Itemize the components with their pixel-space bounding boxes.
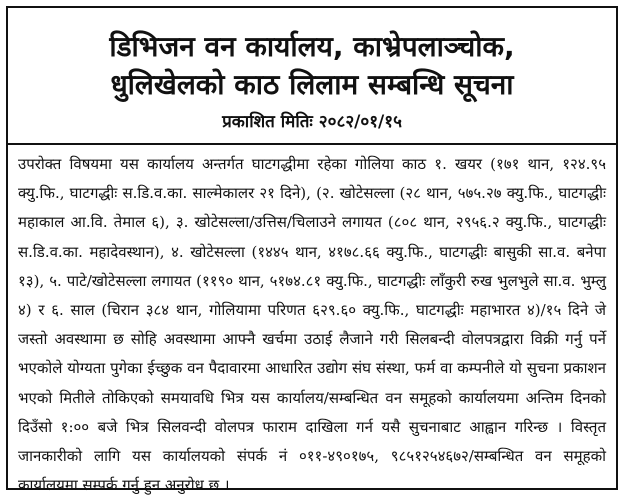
notice-body: उपरोक्त विषयमा यस कार्यालय अन्तर्गत घाटगद्धीमा रहेका गोलिया काठ १. खयर (१७१ थान, १२४.९५ क्यु.फि., घाटगद्धीः स.डि.व.का. साल्मेकालर २१ दिने), (२. खोटेसल्ला (२८ थान, ५७५.२७ क्यु.फि., घाटगद्धीः महाकाल आ.वि. तेमाल ६), ३. खोटेसल्ला/उत्तिस/चिलाउने लगायत (८०८ थान, २९५६.२ क्यु.फि., घाटगद्धीः स.डि.व.का. महादेवस्थान), ४. खोटेसल्ला (१४४५ थान, ४१७८.६६ क्यु.फि., घाटगद्धीः बासुकी सा.व. बनेपा १३), ५. पाटे/खोटेसल्ला लगायत (११९० थान, ५१७४.८१ क्यु.फि., घाटगद्धीः लाँकुरी रुख भुलभुले सा.व. भुम्लु ४) र ६. साल (चिरान ३८४ थान, गोलियामा परिणत ६२९.६० क्यु.फि., घाटगद्धीः महाभारत ४)/१५ दिने जे जस्तो अवस्थामा छ सोहि अवस्थामा आफ्नै खर्चमा उठाई लैजाने गरी सिलबन्दी वोलपत्रद्वारा विक्री गर्नु पर्ने भएकोले योग्यता पुगेका ईच्छुक वन पैदावारमा आधारित उद्योग संघ संस्था, फर्म वा कम्पनीले यो सुचना प्रकाशन भएको मितीले तोकिएको समयावधि भित्र यस कार्यालय/सम्बन्धित वन समूहको कार्यालयमा अन्तिम दिनको दिउँसो १:०० बजे भित्र सिलवन्दी वोलपत्र फाराम दाखिला गर्न यसै सुचनाबाट आह्वान गरिन्छ । विस्तृत जानकारीको लागि यस कार्यालयको संपर्क नं ०११-४९०१७५, ९८५१२५४६७२/सम्बन्धित वन समूहको कार्यालयमा सम्पर्क गर्नु हुन अनुरोध छ । bbox=[18, 155, 606, 495]
notice-frame bbox=[6, 6, 618, 495]
notice-header bbox=[8, 8, 616, 145]
published-label: प्रकाशित मितिः bbox=[222, 112, 313, 132]
notice-title-line2: धुलिखेलको काठ लिलाम सम्बन्धि सूचना bbox=[110, 68, 514, 101]
published-date: २०८२/०१/१५ bbox=[318, 112, 402, 132]
notice-title-line1: डिभिजन वन कार्यालय, काभ्रेपलाञ्चोक, bbox=[109, 30, 515, 63]
published-date-line bbox=[8, 110, 616, 134]
